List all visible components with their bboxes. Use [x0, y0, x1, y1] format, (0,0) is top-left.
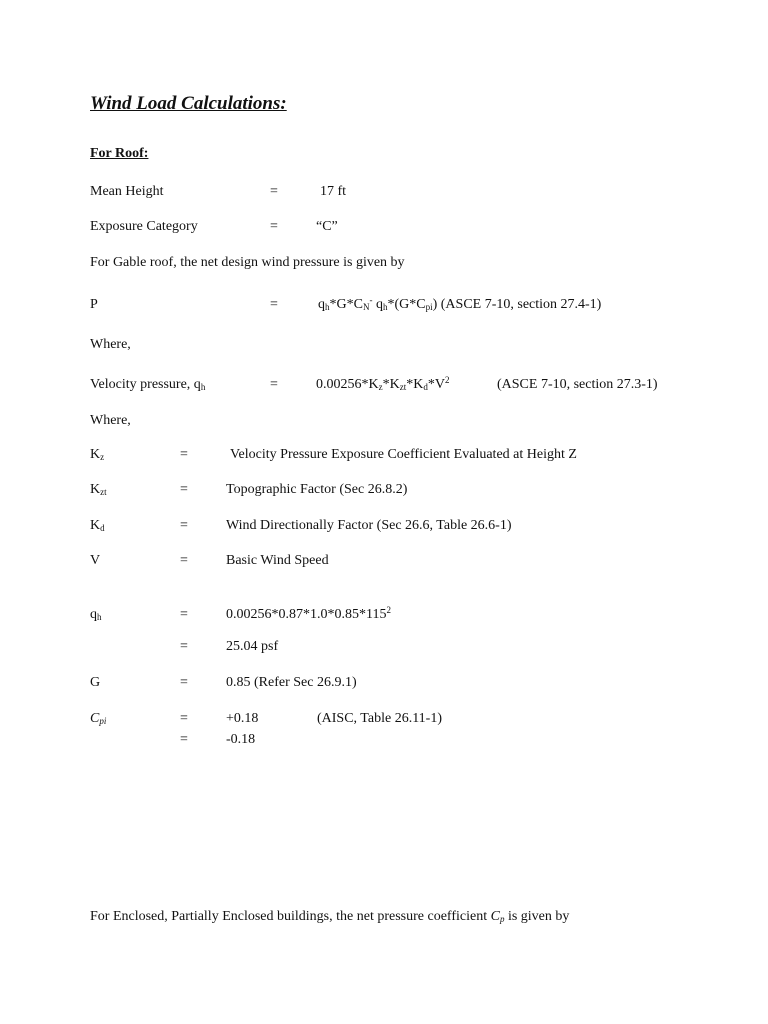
page-title: Wind Load Calculations:: [90, 93, 287, 114]
qh-symbol: $q_h$: [90, 607, 102, 622]
cpi-negative-value: -0.18: [226, 732, 256, 747]
g-symbol: G: [90, 675, 101, 690]
cpi-equals-2: =: [180, 732, 188, 747]
where-label-2: Where,: [90, 413, 131, 428]
mean-height-label: Mean Height: [90, 184, 164, 199]
qh-equals: =: [180, 607, 188, 622]
def-kzt-symbol: $K_{zt}$: [90, 482, 107, 497]
mean-height-value: 17 ft: [320, 184, 347, 199]
g-equals: =: [180, 675, 188, 690]
cpi-symbol: $C_{pi}$: [90, 711, 107, 726]
def-v-symbol: V: [90, 553, 101, 568]
cpi-equals: =: [180, 711, 188, 726]
exposure-value: “C”: [316, 219, 338, 234]
velocity-equals: =: [270, 377, 278, 392]
velocity-label: Velocity pressure, $q_h$: [90, 377, 206, 392]
qh-result-equals: =: [180, 639, 188, 654]
def-kz-symbol: $K_z$: [90, 447, 105, 462]
section-heading: For Roof:: [90, 146, 149, 161]
cpi-positive-value: +0.18: [226, 711, 259, 726]
def-kz-equals: =: [180, 447, 188, 462]
exposure-equals: =: [270, 219, 278, 234]
mean-height-equals: =: [270, 184, 278, 199]
def-kd-equals: =: [180, 518, 188, 533]
velocity-formula: $0.00256*K_z*K_{zt}*K_d*V^2$: [316, 375, 450, 392]
def-v-description: Basic Wind Speed: [226, 553, 329, 568]
g-value: 0.85 (Refer Sec 26.9.1): [226, 675, 357, 690]
def-kd-description: Wind Directionally Factor (Sec 26.6, Table 26.6-1): [226, 518, 512, 533]
p-label: P: [90, 297, 98, 312]
p-equals: =: [270, 297, 278, 312]
velocity-reference: (ASCE 7-10, section 27.3-1): [497, 377, 658, 392]
exposure-label: Exposure Category: [90, 219, 198, 234]
p-formula: $q_h*G*C_N^-$ $q_h*(G*C_{pi})$ (ASCE 7-10, section 27.4-1): [318, 295, 602, 312]
def-kd-symbol: $K_d$: [90, 518, 105, 533]
def-v-equals: =: [180, 553, 188, 568]
where-label-1: Where,: [90, 337, 131, 352]
enclosed-buildings-text: For Enclosed, Partially Enclosed buildings, the net pressure coefficient $C_p$ is given by: [90, 909, 570, 924]
def-kz-description: Velocity Pressure Exposure Coefficient Evaluated at Height Z: [230, 447, 577, 462]
qh-result: 25.04 psf: [226, 639, 279, 654]
def-kzt-description: Topographic Factor (Sec 26.8.2): [226, 482, 408, 497]
def-kzt-equals: =: [180, 482, 188, 497]
cpi-reference: (AISC, Table 26.11-1): [317, 711, 443, 726]
gable-intro-text: For Gable roof, the net design wind pressure is given by: [90, 255, 405, 270]
qh-expression: $0.00256*0.87*1.0*0.85*115^2$: [226, 605, 391, 622]
